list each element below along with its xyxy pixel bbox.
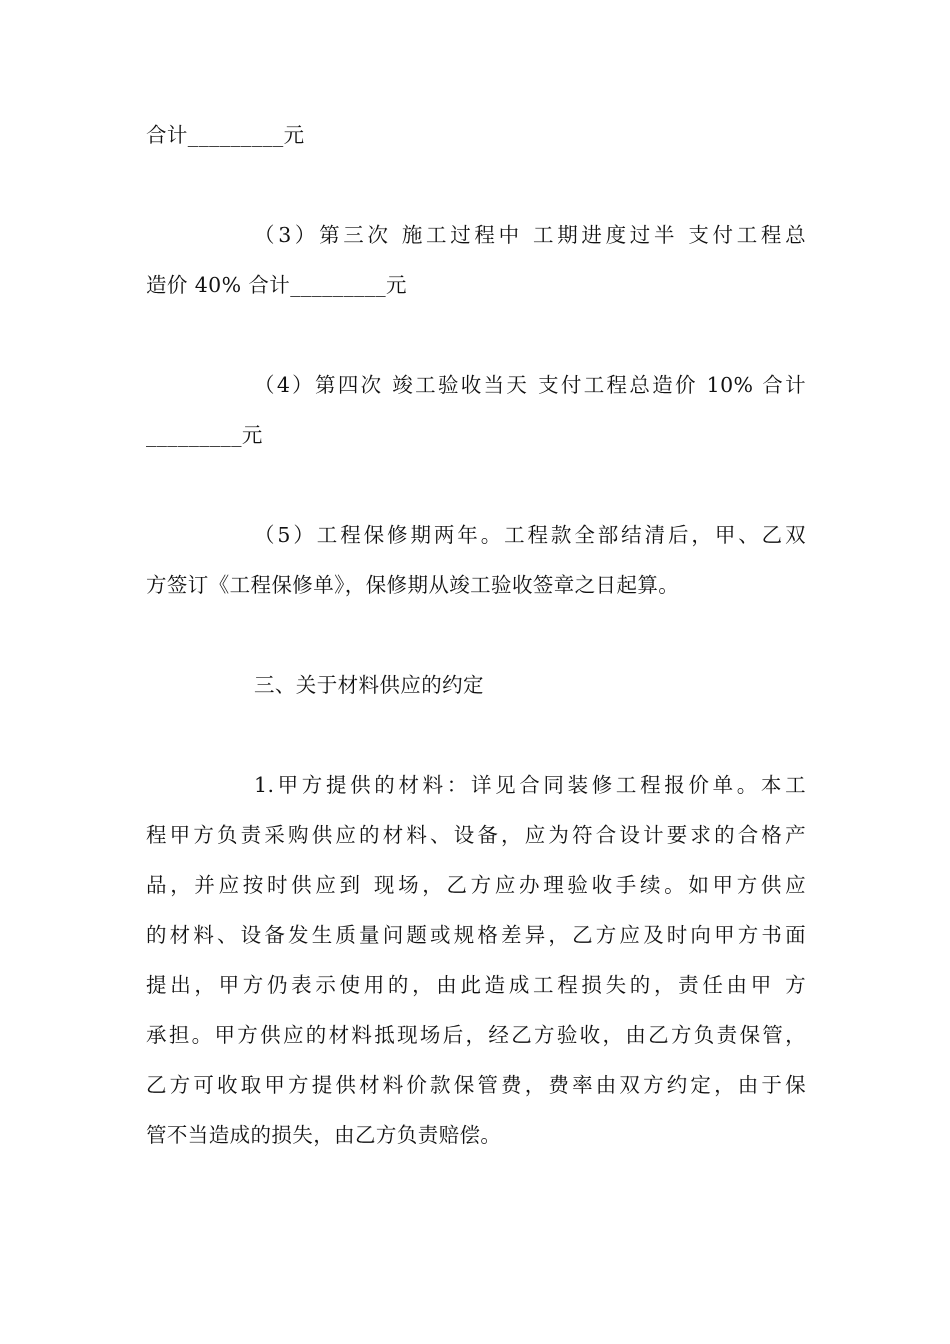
text-line-materials-3: 品，并应按时供应到 现场，乙方应办理验收手续。如甲方供应 <box>146 873 806 897</box>
text-line-materials-7: 乙方可收取甲方提供材料价款保管费，费率由双方约定，由于保 <box>146 1073 806 1097</box>
section-heading-materials: 三、关于材料供应的约定 <box>254 673 484 697</box>
text-line-payment-4-end: _________元 <box>146 423 263 447</box>
text-line-payment-4-start: （4）第四次 竣工验收当天 支付工程总造价 10% 合计 <box>254 373 806 397</box>
text-line-payment-3-end: 造价 40% 合计_________元 <box>146 273 407 297</box>
text-line-materials-5: 提出，甲方仍表示使用的，由此造成工程损失的，责任由甲 方 <box>146 973 806 997</box>
text-line-materials-1: 1.甲方提供的材料：详见合同装修工程报价单。本工 <box>254 773 806 797</box>
text-line-warranty-start: （5）工程保修期两年。工程款全部结清后，甲、乙双 <box>254 523 806 547</box>
text-line-materials-8: 管不当造成的损失，由乙方负责赔偿。 <box>146 1123 502 1147</box>
text-line-warranty-end: 方签订《工程保修单》，保修期从竣工验收签章之日起算。 <box>146 573 680 597</box>
text-line-subtotal-2: 合计_________元 <box>146 123 305 147</box>
text-line-materials-2: 程甲方负责采购供应的材料、设备，应为符合设计要求的合格产 <box>146 823 806 847</box>
text-line-materials-4: 的材料、设备发生质量问题或规格差异，乙方应及时向甲方书面 <box>146 923 806 947</box>
text-line-materials-6: 承担。甲方供应的材料抵现场后，经乙方验收，由乙方负责保管， <box>146 1023 806 1047</box>
text-line-payment-3-start: （3）第三次 施工过程中 工期进度过半 支付工程总 <box>254 223 806 247</box>
